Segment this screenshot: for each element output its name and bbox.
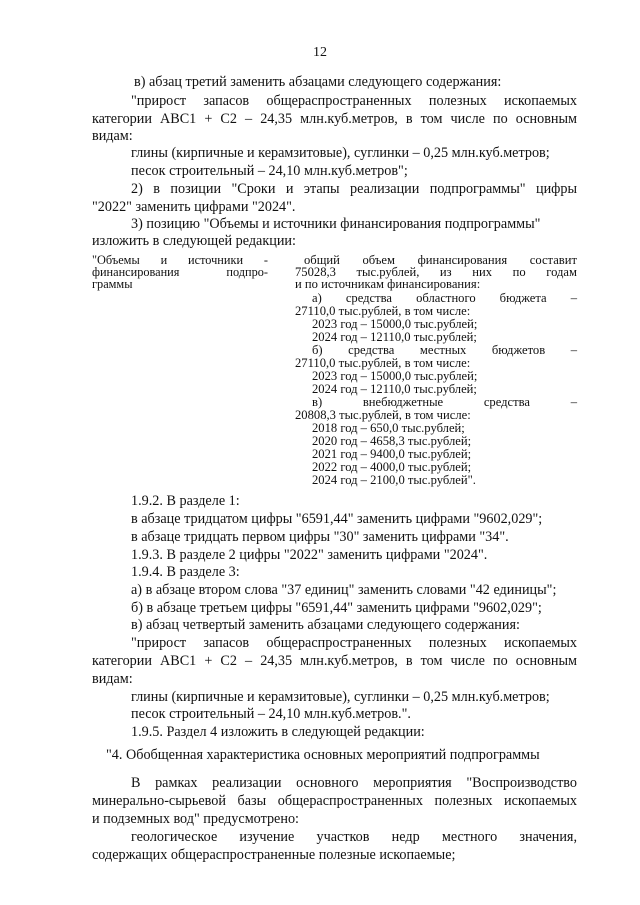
paragraph-line: 1.9.3. В разделе 2 цифры "2022" заменить цифрами "2024". — [131, 547, 488, 563]
financing-line: 2023 год – 15000,0 тыс.рублей; — [312, 369, 478, 383]
paragraph-line: а) в абзаце втором слова "37 единиц" заменить словами "42 единицы"; — [131, 582, 557, 598]
paragraph-line: видам: — [92, 671, 133, 687]
financing-line: 2022 год – 4000,0 тыс.рублей; — [312, 460, 472, 474]
paragraph-line: 3) позицию "Объемы и источники финансирования подпрограммы" — [131, 216, 541, 232]
paragraph-line: в абзаце тридцатом цифры "6591,44" заменить цифрами "9602,029"; — [131, 511, 543, 527]
paragraph-line: содержащих общераспространенные полезные ископаемые; — [92, 847, 456, 863]
financing-line: общий объем финансирования составит — [304, 253, 577, 267]
paragraph-line: в абзаце тридцать первом цифры "30" заменить цифрами "34". — [131, 529, 509, 545]
table-cell-label — [92, 254, 268, 290]
financing-line: в) внебюджетные средства – — [312, 395, 577, 409]
financing-line: б) средства местных бюджетов – — [312, 343, 577, 357]
table-label-line: финансирования подпро- — [92, 265, 268, 279]
financing-line: 20808,3 тыс.рублей, в том числе: — [295, 408, 471, 422]
paragraph-line: 1.9.2. В разделе 1: — [131, 493, 240, 509]
paragraph-line: 2) в позиции "Сроки и этапы реализации подпрограммы" цифры — [131, 181, 577, 197]
paragraph-line: минерально-сырьевой базы общераспространенных полезных ископаемых — [92, 793, 577, 809]
paragraph-line: песок строительный – 24,10 млн.куб.метров.". — [131, 706, 411, 722]
paragraph-line: "прирост запасов общераспространенных полезных ископаемых — [131, 93, 577, 109]
page-number: 12 — [313, 45, 327, 60]
paragraph-line: в) абзац четвертый заменить абзацами следующего содержания: — [131, 617, 520, 633]
table-label-line: граммы — [92, 277, 133, 291]
financing-line: 2024 год – 12110,0 тыс.рублей; — [312, 330, 477, 344]
financing-line: и по источникам финансирования: — [295, 277, 481, 291]
paragraph-line: "прирост запасов общераспространенных полезных ископаемых — [131, 635, 577, 651]
financing-line: 2018 год – 650,0 тыс.рублей; — [312, 421, 465, 435]
paragraph-line: глины (кирпичные и керамзитовые), суглинки – 0,25 млн.куб.метров; — [131, 145, 550, 161]
financing-line: 2020 год – 4658,3 тыс.рублей; — [312, 434, 472, 448]
paragraph-line: и подземных вод" предусмотрено: — [92, 811, 299, 827]
paragraph-line: 1.9.5. Раздел 4 изложить в следующей редакции: — [131, 724, 425, 740]
financing-line: 2021 год – 9400,0 тыс.рублей; — [312, 447, 472, 461]
financing-line: 75028,3 тыс.рублей, из них по годам — [295, 265, 577, 279]
paragraph-line: глины (кирпичные и керамзитовые), суглинки – 0,25 млн.куб.метров; — [131, 689, 550, 705]
paragraph-line: песок строительный – 24,10 млн.куб.метров"; — [131, 163, 408, 179]
paragraph-line: видам: — [92, 128, 133, 144]
financing-line: 27110,0 тыс.рублей, в том числе: — [295, 356, 471, 370]
paragraph-line: категории АВС1 + С2 – 24,35 млн.куб.метров, в том числе по основным — [92, 653, 577, 669]
section-heading: "4. Обобщенная характеристика основных мероприятий подпрограммы — [106, 747, 540, 763]
paragraph-line: В рамках реализации основного мероприятия "Воспроизводство — [131, 775, 577, 791]
paragraph-line: геологическое изучение участков недр местного значения, — [131, 829, 577, 845]
financing-line: а) средства областного бюджета – — [312, 291, 577, 305]
paragraph-line: "2022" заменить цифрами "2024". — [92, 199, 296, 215]
paragraph-line: изложить в следующей редакции: — [92, 233, 296, 249]
table-label-line: "Объемы и источники - — [92, 253, 268, 267]
paragraph-line: в) абзац третий заменить абзацами следующего содержания: — [134, 74, 502, 90]
financing-line: 2024 год – 12110,0 тыс.рублей; — [312, 382, 477, 396]
financing-line: 2023 год – 15000,0 тыс.рублей; — [312, 317, 478, 331]
paragraph-line: категории АВС1 + С2 – 24,35 млн.куб.метров, в том числе по основным — [92, 111, 577, 127]
paragraph-line: 1.9.4. В разделе 3: — [131, 564, 240, 580]
financing-line: 2024 год – 2100,0 тыс.рублей". — [312, 473, 476, 487]
financing-line: 27110,0 тыс.рублей, в том числе: — [295, 304, 471, 318]
paragraph-line: б) в абзаце третьем цифры "6591,44" заменить цифрами "9602,029"; — [131, 600, 542, 616]
